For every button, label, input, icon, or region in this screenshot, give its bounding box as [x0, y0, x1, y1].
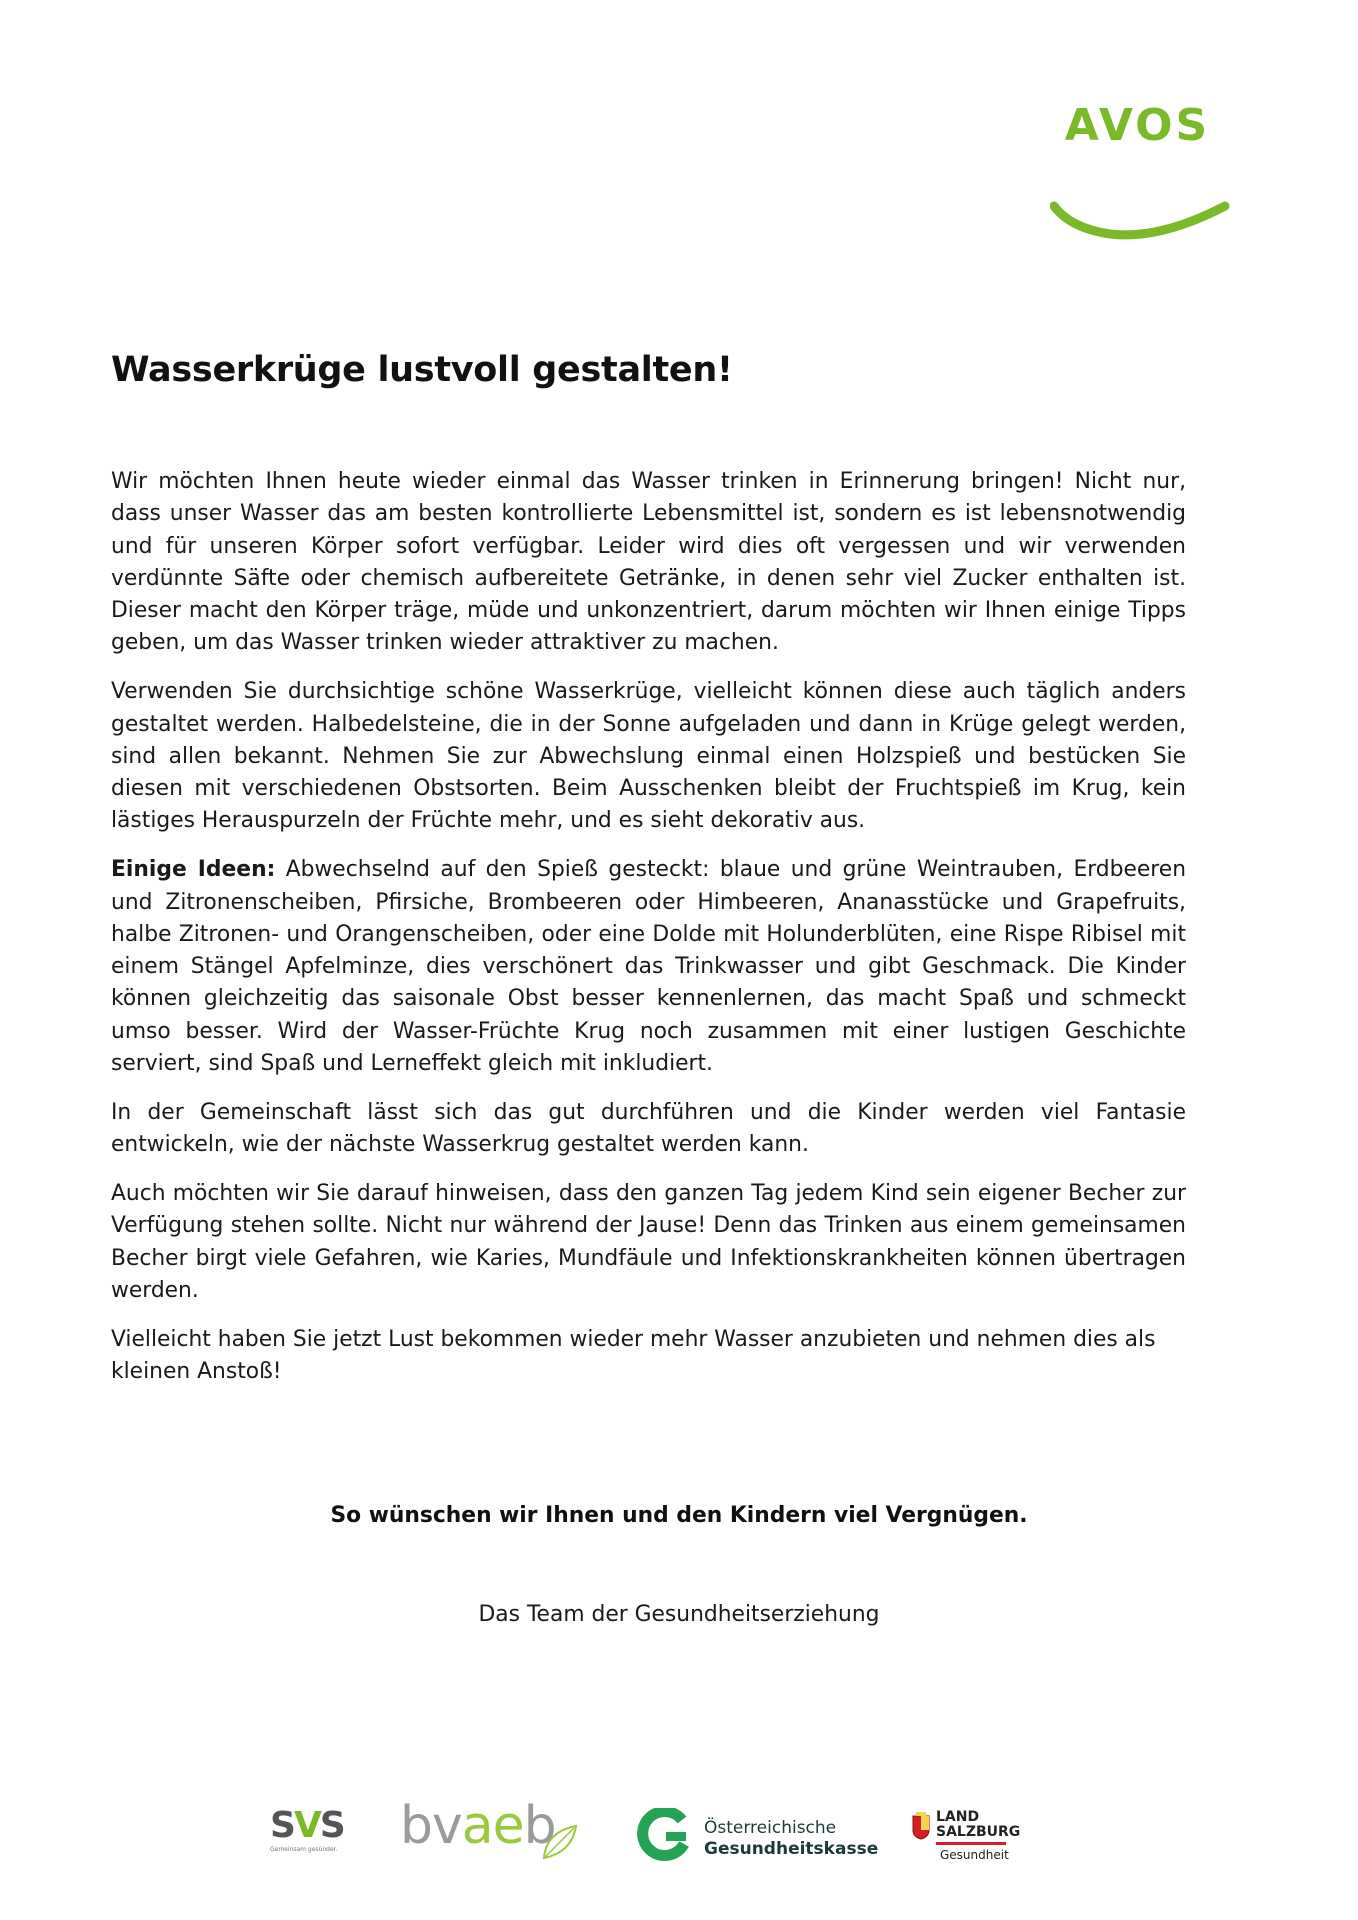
oegk-ring-icon [636, 1808, 692, 1864]
leaf-icon [540, 1822, 580, 1862]
svs-tagline: Gemeinsam gesünder. [270, 1846, 338, 1853]
paragraph-jugs: Verwenden Sie durchsichtige schöne Wasserkrüge, vielleicht können diese auch täglich anders gestaltet werden. Halbedelsteine, die in der Sonne aufgeladen und dann in Krüge gelegt werden, sind allen bekannt. Nehmen Sie zur Abwechslung einmal einen Holzspieß und bestücken Sie diesen mit verschiedenen Obstsorten. Beim Ausschenken bleibt der Fruchtspieß im Krug, kein lästiges Herauspurzeln der Früchte mehr, und es sieht dekorativ aus. [111, 679, 1186, 834]
signature: Das Team der Gesundheitserziehung [478, 1602, 880, 1627]
closing-line: So wünschen wir Ihnen und den Kindern viel Vergnügen. [330, 1503, 1028, 1528]
ideas-label: Einige Ideen: [111, 857, 276, 883]
bvaeb-logo-ae: ae [461, 1796, 524, 1856]
coat-of-arms-icon [912, 1812, 930, 1840]
avos-logo-text: AVOS [1064, 100, 1211, 151]
letter-body [111, 466, 1186, 1405]
land-logo-line2: SALZBURG [936, 1824, 1021, 1840]
svs-logo [270, 1805, 350, 1853]
page-title: Wasserkrüge lustvoll gestalten! [111, 350, 733, 390]
smile-arc-icon [1050, 192, 1240, 252]
bvaeb-logo [400, 1796, 580, 1870]
land-logo-line3: Gesundheit [940, 1848, 1009, 1862]
paragraph-community: In der Gemeinschaft lässt sich das gut durchführen und die Kinder werden viel Fantasie entwickeln, wie der nächste Wasserkrug gestaltet werden kann. [111, 1099, 1186, 1158]
avos-logo [1050, 100, 1240, 250]
ideas-text: Abwechselnd auf den Spieß gesteckt: blaue und grüne Weintrauben, Erdbeeren und Zitronenscheiben, Pfirsiche, Brombeeren oder Himbeeren, Ananasstücke und Grapefruits, halbe Zitronen- und Orangenscheiben, oder eine Dolde mit Holunderblüten, eine Rispe Ribisel mit einem Stängel Apfelminze, dies verschönert das Trinkwasser und gibt Geschmack. Die Kinder können gleichzeitig das saisonale Obst besser kennenlernen, das macht Spaß und schmeckt umso besser. Wird der Wasser-Früchte Krug noch zusammen mit einer lustigen Geschichte serviert, sind Spaß und Lerneffekt gleich mit inkludiert. [111, 857, 1187, 1077]
paragraph-ideas [111, 854, 1186, 1080]
bvaeb-logo-b: b [523, 1796, 556, 1856]
oegk-logo-line2: Gesundheitskasse [704, 1839, 879, 1859]
bvaeb-logo-bv: bv [400, 1796, 462, 1856]
land-salzburg-logo [912, 1808, 1032, 1868]
paragraph-cups: Auch möchten wir Sie darauf hinweisen, dass den ganzen Tag jedem Kind sein eigener Becher zur Verfügung stehen sollte. Nicht nur während der Jause! Denn das Trinken aus einem gemeinsamen Becher birgt viele Gefahren, wie Karies, Mundfäule und Infektionskrankheiten können übertragen werden. [111, 1180, 1186, 1303]
land-logo-bar [936, 1842, 1006, 1845]
paragraph-intro: Wir möchten Ihnen heute wieder einmal das Wasser trinken in Erinnerung bringen! Nicht nur, dass unser Wasser das am besten kontrollierte Lebensmittel ist, sondern es ist lebensnotwendig und für unseren Körper sofort verfügbar. Leider wird dies oft vergessen und wir verwenden verdünnte Säfte oder chemisch aufbereitete Getränke, in denen sehr viel Zucker enthalten ist. Dieser macht den Körper träge, müde und unkonzentriert, darum möchten wir Ihnen einige Tipps geben, um das Wasser trinken wieder attraktiver zu machen. [111, 469, 1186, 656]
oegk-logo-line1: Österreichische [704, 1818, 837, 1838]
land-logo-line1: LAND [936, 1809, 980, 1825]
oegk-logo [636, 1808, 879, 1868]
svs-logo-v: V [293, 1805, 320, 1846]
svs-logo-s1: S [270, 1805, 294, 1846]
svs-logo-s2: S [319, 1805, 344, 1846]
paragraph-outro: Vielleicht haben Sie jetzt Lust bekommen wieder mehr Wasser anzubieten und nehmen dies als kleinen Anstoß! [111, 1326, 1156, 1384]
